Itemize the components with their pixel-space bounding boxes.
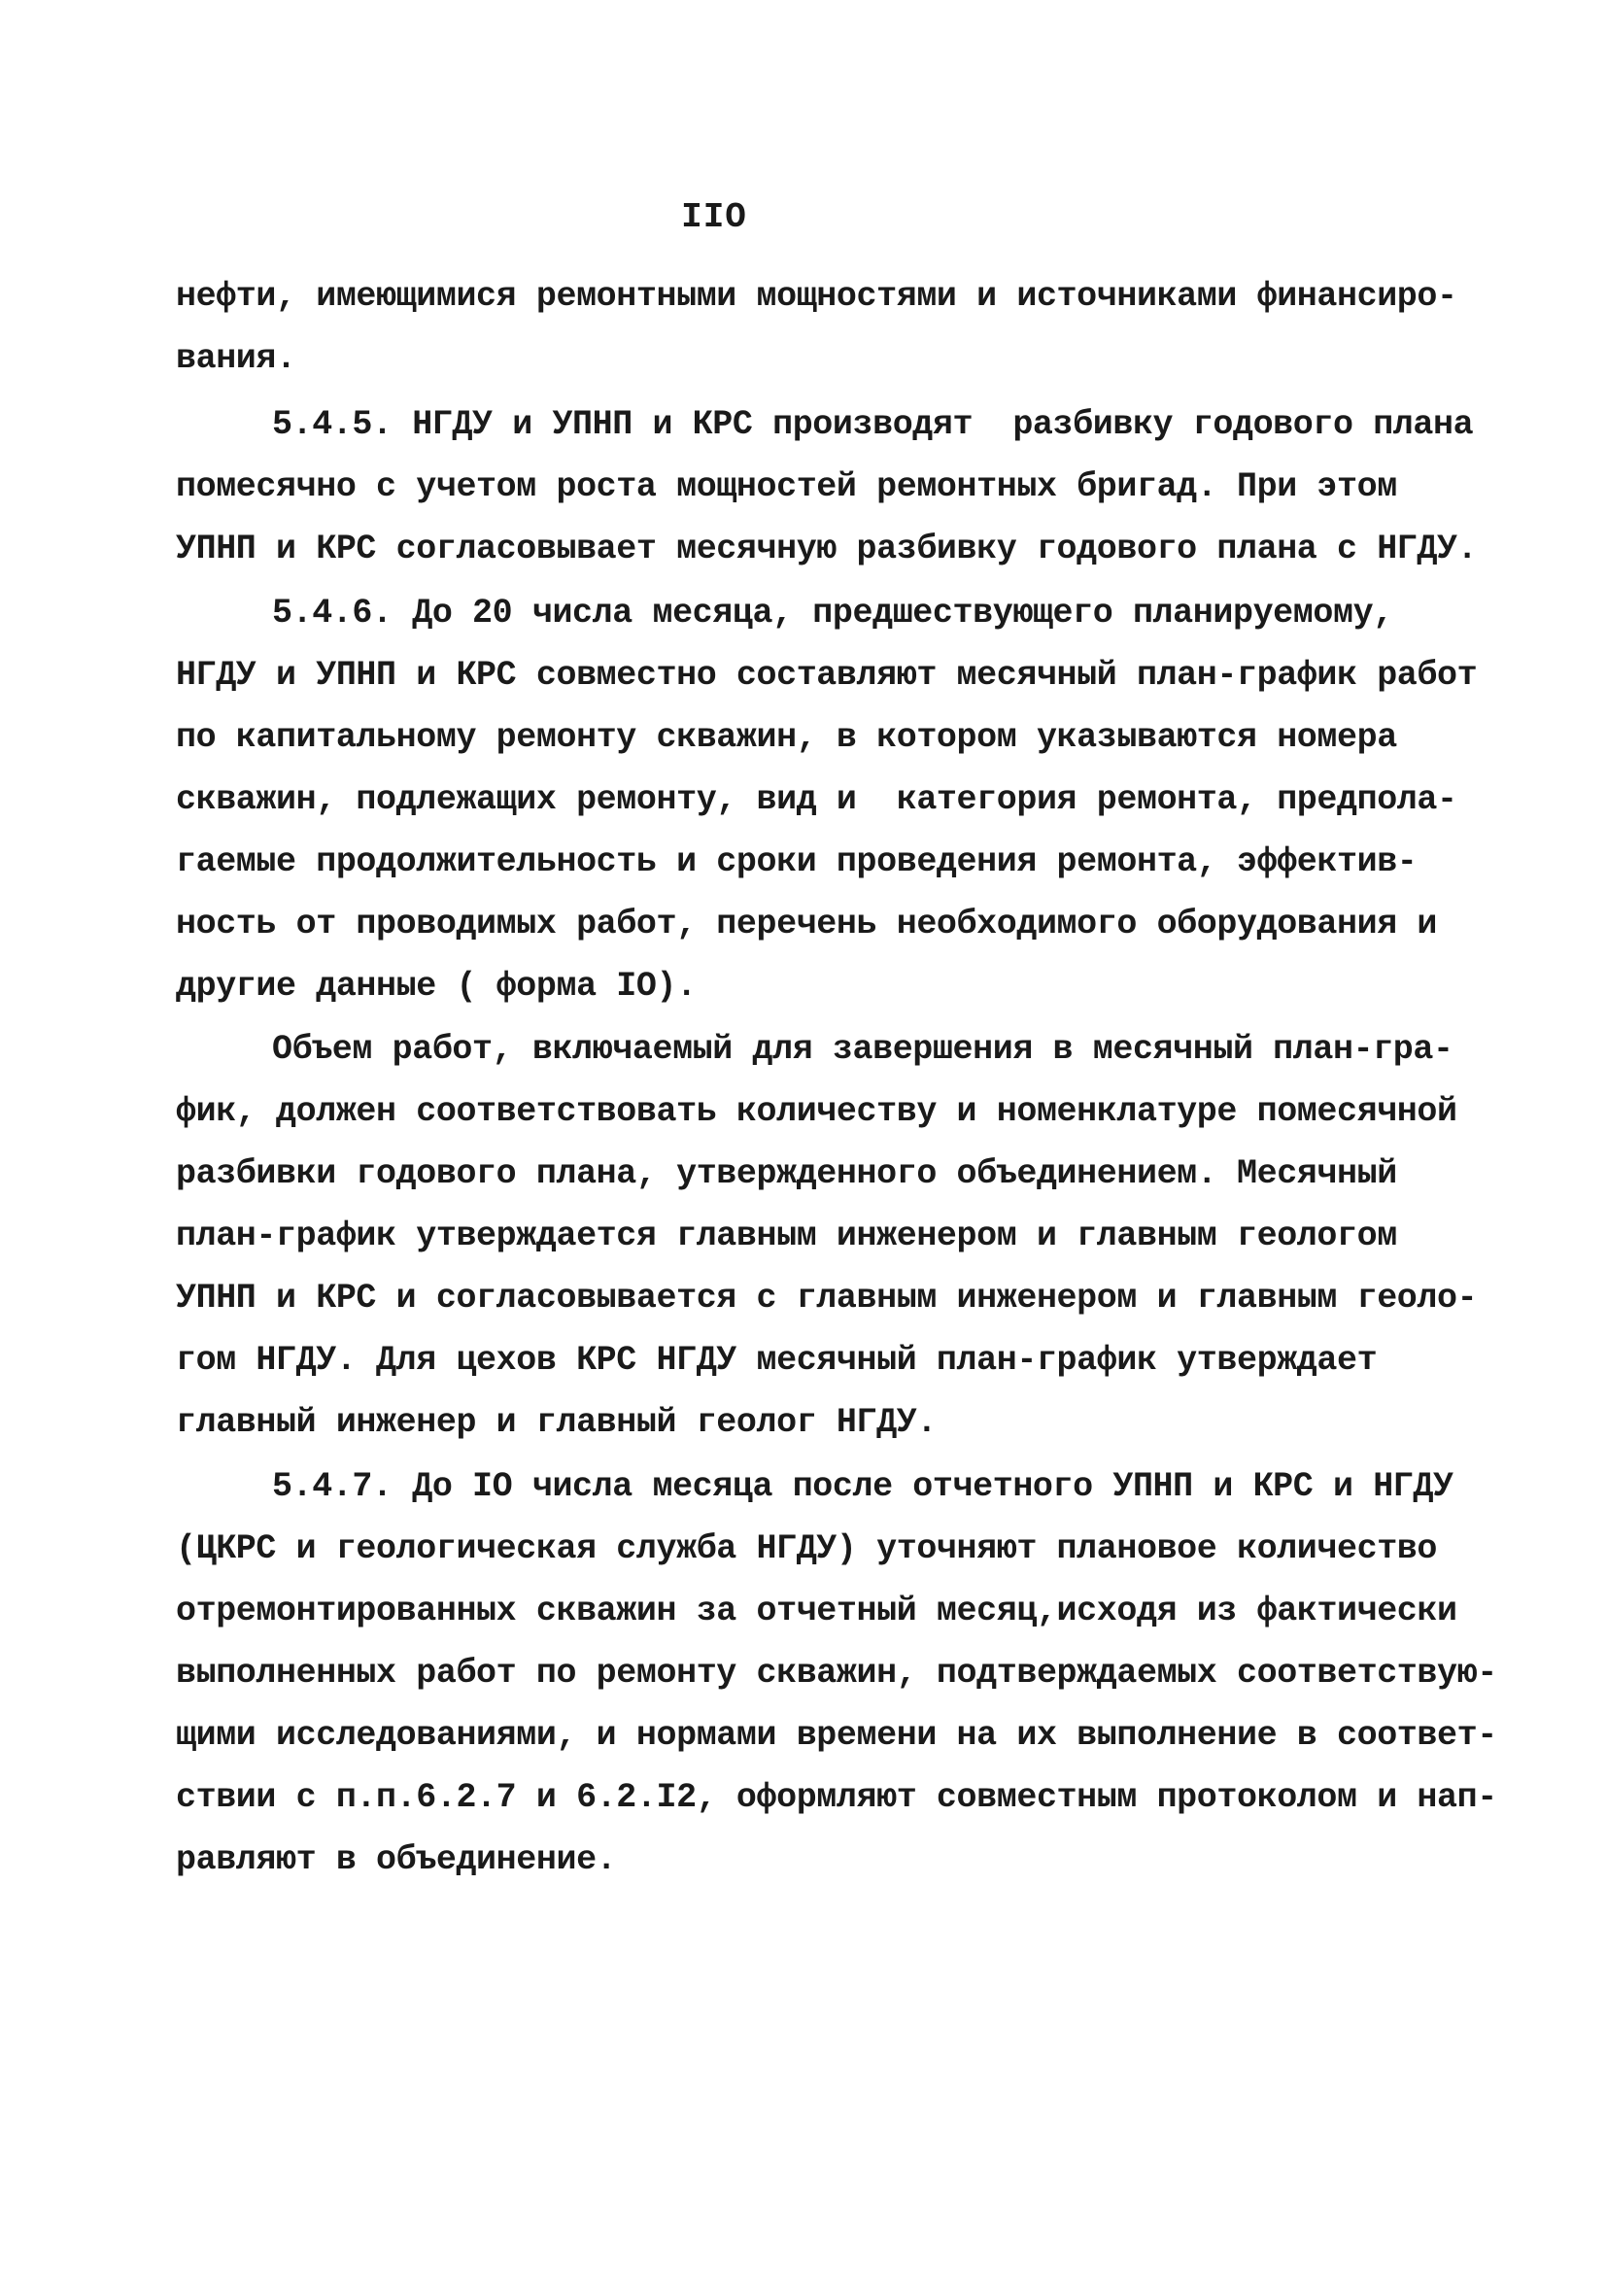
text-line: 5.4.6. До 20 числа месяца, предшествующего планируемому, — [272, 594, 1393, 633]
text-line: скважин, подлежащих ремонту, вид и категория ремонта, предпола- — [176, 780, 1457, 819]
page-number: IIO — [681, 197, 747, 237]
text-line: 5.4.7. До IO числа месяца после отчетного УПНП и КРС и НГДУ — [272, 1467, 1453, 1506]
text-line: главный инженер и главный геолог НГДУ. — [176, 1403, 937, 1442]
text-line: выполненных работ по ремонту скважин, подтверждаемых соответствую- — [176, 1654, 1497, 1693]
text-line: 5.4.5. НГДУ и УПНП и КРС производят разбивку годового плана — [272, 405, 1474, 444]
text-line: ность от проводимых работ, перечень необходимого оборудования и — [176, 905, 1438, 943]
text-line: разбивки годового плана, утвержденного объединением. Месячный — [176, 1154, 1397, 1193]
text-line: НГДУ и УПНП и КРС совместно составляют месячный план-график работ — [176, 656, 1478, 695]
text-line: УПНП и КРС согласовывает месячную разбивку годового плана с НГДУ. — [176, 530, 1478, 568]
text-line: щими исследованиями, и нормами времени на их выполнение в соответ- — [176, 1716, 1497, 1755]
text-line: нефти, имеющимися ремонтными мощностями и источниками финансиро- — [176, 277, 1457, 316]
text-line: другие данные ( форма IO). — [176, 967, 697, 1006]
text-line: по капитальному ремонту скважин, в котором указываются номера — [176, 718, 1397, 757]
text-line: УПНП и КРС и согласовывается с главным инженером и главным геоло- — [176, 1279, 1478, 1318]
text-line: ствии с п.п.6.2.7 и 6.2.I2, оформляют совместным протоколом и нап- — [176, 1778, 1497, 1817]
text-line: гом НГДУ. Для цехов КРС НГДУ месячный план-график утверждает — [176, 1341, 1378, 1380]
text-line: Объем работ, включаемый для завершения в месячный план-гра- — [272, 1030, 1453, 1069]
text-line: равляют в объединение. — [176, 1840, 617, 1879]
text-line: план-график утверждается главным инженером и главным геологом — [176, 1217, 1397, 1255]
text-line: отремонтированных скважин за отчетный месяц,исходя из фактически — [176, 1592, 1457, 1630]
text-line: (ЦКРС и геологическая служба НГДУ) уточняют плановое количество — [176, 1529, 1438, 1568]
text-line: гаемые продолжительность и сроки проведения ремонта, эффектив- — [176, 842, 1418, 881]
text-line: вания. — [176, 339, 296, 378]
text-line: помесячно с учетом роста мощностей ремонтных бригад. При этом — [176, 467, 1397, 506]
text-line: фик, должен соответствовать количеству и номенклатуре помесячной — [176, 1092, 1457, 1131]
